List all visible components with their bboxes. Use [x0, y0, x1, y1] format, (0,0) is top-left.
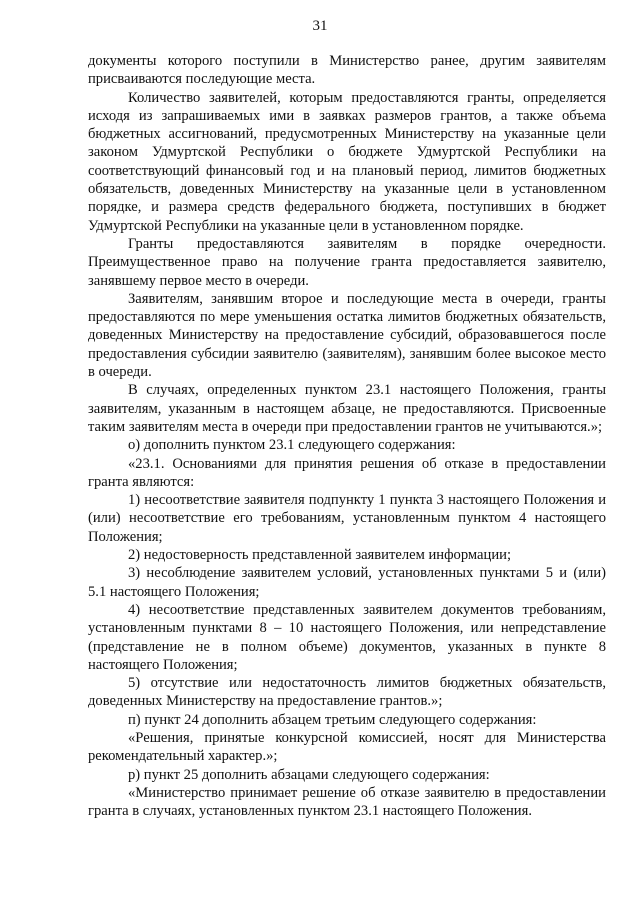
paragraph: документы которого поступили в Министерство ранее, другим заявителям присваиваются последующие места.: [88, 53, 606, 88]
paragraph: 2) недостоверность представленной заявителем информации;: [128, 547, 512, 564]
paragraph: о) дополнить пунктом 23.1 следующего содержания:: [128, 437, 456, 454]
paragraph: 3) несоблюдение заявителем условий, установленных пунктами 5 и (или) 5.1 настоящего Положения;: [88, 565, 606, 600]
paragraph: п) пункт 24 дополнить абзацем третьим следующего содержания:: [128, 711, 537, 728]
paragraph: «Министерство принимает решение об отказе заявителю в предоставлении гранта в случаях, установленных пунктом 23.1 настоящего Положения.: [88, 784, 606, 820]
paragraph: 5) отсутствие или недостаточность лимитов бюджетных обязательств, доведенных Министерству на предоставление грантов.»;: [88, 675, 606, 710]
page-number: 31: [312, 18, 328, 34]
paragraph: Количество заявителей, которым предоставляются гранты, определяется исходя из запрашиваемых ими в заявках размеров грантов, а также объема бюджетных ассигнований, предусмотренных Министерству на указанные цели законом Удмуртской Республики о бюджете Удмуртской Республики на соответствующий финансовый год и на плановый период, лимитов бюджетных обязательств, доведенных Министерству на указанные цели в установленном порядке, и размера средств федерального бюджета, поступивших в бюджет Удмуртской Республики на указанные цели в установленном порядке.: [88, 89, 606, 234]
paragraph: В случаях, определенных пунктом 23.1 настоящего Положения, гранты заявителям, указанным в настоящем абзаце, не предоставляются. Присвоенные таким заявителям места в очереди при предоставлении грантов не учитываются.»;: [88, 382, 606, 435]
paragraph: 4) несоответствие представленных заявителем документов требованиям, установленным пунктами 8 – 10 настоящего Положения, или непредставление (представление не в полном объеме) документов, указанных в пункте 8 настоящего Положения;: [88, 601, 606, 673]
paragraph: Заявителям, занявшим второе и последующие места в очереди, гранты предоставляются по мере уменьшения остатка лимитов бюджетных обязательств, доведенных Министерству на предоставление субсидий, образовавшегося после предоставления субсидии заявителю (заявителям), занявшим более высокое место в очереди.: [88, 290, 606, 381]
document-body: [88, 52, 606, 820]
paragraph: Гранты предоставляются заявителям в порядке очередности. Преимущественное право на получение гранта предоставляется заявителю, занявшему первое место в очереди.: [88, 235, 606, 289]
paragraph: «23.1. Основаниями для принятия решения об отказе в предоставлении гранта являются:: [88, 455, 606, 490]
paragraph: р) пункт 25 дополнить абзацами следующего содержания:: [128, 766, 490, 783]
paragraph: «Решения, принятые конкурсной комиссией, носят для Министерства рекомендательный характер.»;: [88, 729, 606, 765]
paragraph: 1) несоответствие заявителя подпункту 1 пункта 3 настоящего Положения и (или) несоответствие его требованиям, установленным пунктом 4 настоящего Положения;: [88, 492, 606, 545]
